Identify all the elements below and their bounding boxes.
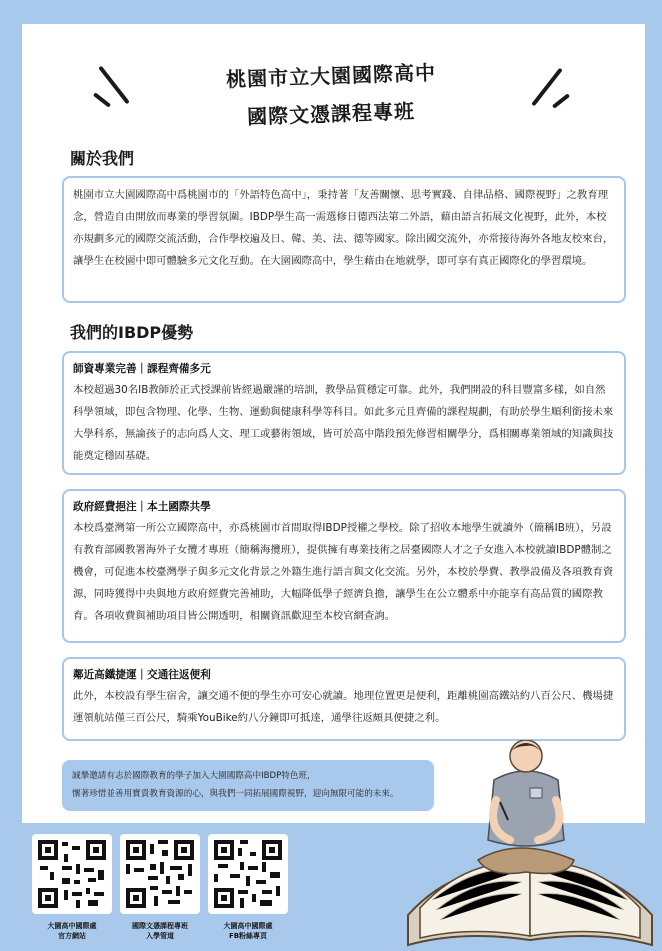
qr-pattern-icon [120,834,200,914]
qr-pattern-icon [208,834,288,914]
advantage-card-faculty [62,351,626,475]
qr-label-line: 官方網站 [58,932,86,940]
qr-label-line: FB粉絲專頁 [228,932,268,940]
qr-label-official-site [22,921,122,941]
title-line-2: 國際文憑課程專班 [246,99,416,129]
about-card [62,176,626,303]
advantage-subtitle: 師資專業完善｜課程齊備多元 [73,363,211,375]
advantage-subtitle: 鄰近高鐵捷運｜交通往返便利 [73,669,211,681]
invitation-line-2: 懷著珍惜並善用寶貴教育資源的心，與我們一同拓展國際視野，迎向無限可能的未來。 [72,789,399,799]
qr-label-line: 大園高中國際處 [223,922,273,930]
invitation-line-1: 誠摯邀請有志於國際教育的學子加入大園國際高中IBDP特色班， [72,771,316,781]
qr-label-fb-page [198,921,298,941]
invitation-banner [62,760,434,811]
qr-pattern-icon [32,834,112,914]
qr-label-line: 入學管道 [146,932,174,940]
about-heading: 關於我們 [70,149,135,168]
advantage-body: 本校超過30名IB教師於正式授課前皆經過嚴謹的培訓，教學品質穩定可靠。此外，我們開設的科目豐富多樣，如自然科學領域，即包含物理、化學、生物、運動與健康科學等科目。如此多元且齊備的課程規劃，有助於學生順利銜接未來大學科系，無論孩子的志向爲人文、理工或藝術領域，皆可於高中階段預先修習相關學分，爲相關專業領域的知識與技能奠定穩固基礎。 [73,384,614,462]
qr-code-fb-page[interactable] [208,834,288,914]
advantage-body: 本校爲臺灣第一所公立國際高中，亦爲桃園市首間取得IBDP授權之學校。除了招收本地學生就讀外（簡稱IB班），另設有教育部國教署海外子女攬才專班（簡稱海攬班），提供擁有專業技術之居臺國際人才之子女進入本校就讀IBDP體制之機會，可促進本校臺灣學子與多元文化背景之外籍生進行語言與文化交流。另外，本校於學費、教學設備及各項教育資源，同時獲得中央與地方政府經費完善補助，大幅降低學子經濟負擔，讓學生在公立體系中亦能享有高品質的國際教育。各項收費與補助項目皆公開透明，相關資訊歡迎至本校官網查詢。 [73,522,614,622]
advantage-card-funding [62,489,626,643]
qr-code-official-site[interactable] [32,834,112,914]
qr-code-admission[interactable] [120,834,200,914]
advantages-heading: 我們的IBDP優勢 [70,323,194,342]
about-body: 桃園市立大園國際高中爲桃園市的「外語特色高中」，秉持著「友善關懷、思考實踐、自律品格、國際視野」之教育理念，營造自由開放而專業的學習氛圍。IBDP學生高一需選修日德西法第二外語，藉由語言拓展文化視野，此外，本校亦規劃多元的國際交流活動，合作學校遍及日、韓、美、法、德等國家。除出國交流外，亦常接待海外各地友校來台，讓學生在校園中即可體驗多元文化互動。在大園國際高中，學生藉由在地就學，即可享有真正國際化的學習環境。 [73,189,614,267]
qr-label-admission [110,921,210,941]
qr-label-line: 大園高中國際處 [47,922,97,930]
title-line-1: 桃園市立大園國際高中 [225,60,437,92]
advantage-card-transport [62,657,626,741]
advantage-body: 此外，本校設有學生宿舍，讓交通不便的學生亦可安心就讀。地理位置更是便利，距離桃園高鐵站約八百公尺、機場捷運領航站僅三百公尺，騎乘YouBike約八分鐘即可抵達，通學往返頗具便捷之利。 [73,690,614,724]
student-on-book-illustration [398,740,662,951]
qr-label-line: 國際文憑課程專班 [132,922,188,930]
advantage-subtitle: 政府經費挹注｜本土國際共學 [73,501,211,513]
